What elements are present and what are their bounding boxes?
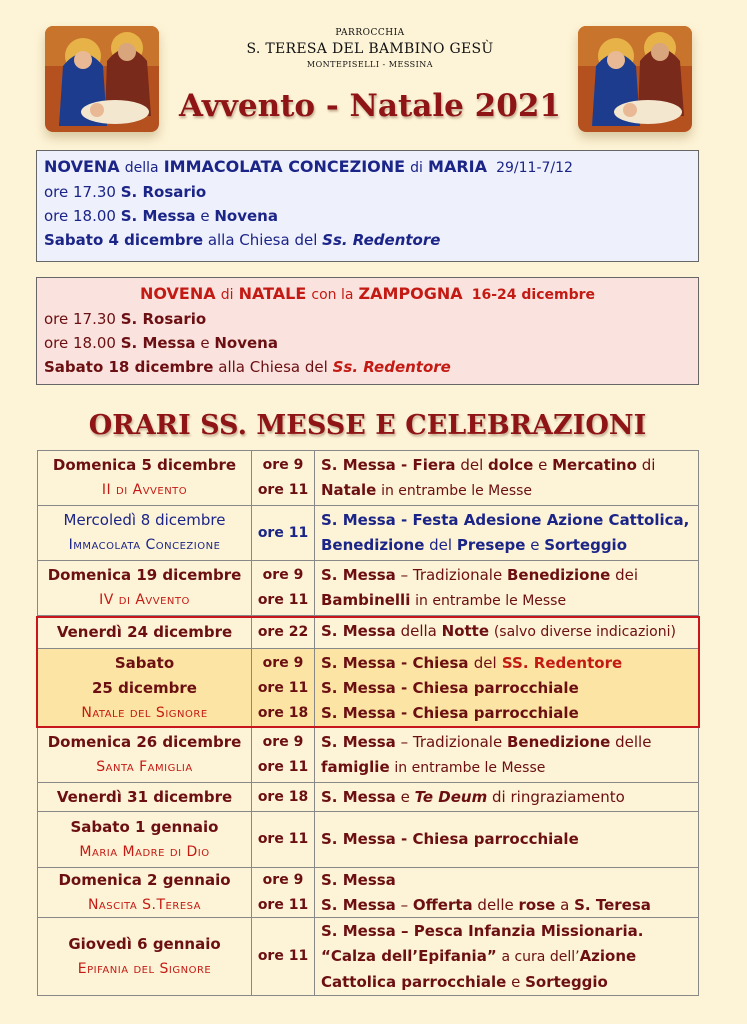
text: (salvo diverse indicazioni) <box>493 624 676 640</box>
text: del <box>460 455 484 474</box>
text: del <box>429 536 453 554</box>
date: Domenica 26 dicembre <box>47 733 242 751</box>
event: S. Rosario <box>120 310 207 328</box>
text: delle <box>615 732 652 751</box>
text: Natale <box>321 480 377 499</box>
date-cell <box>38 918 252 995</box>
text: famiglie <box>321 757 390 776</box>
table-row <box>37 450 699 506</box>
description-cell <box>315 451 698 505</box>
text: S. Teresa <box>574 895 651 914</box>
time: ore 11 <box>257 948 309 964</box>
text: a <box>560 895 570 914</box>
date: Sabato 4 dicembre <box>44 231 204 249</box>
time-cell <box>252 506 315 560</box>
table-row <box>37 918 699 996</box>
time: ore 9 <box>262 567 304 583</box>
novena-line <box>44 307 691 331</box>
text: e <box>511 972 521 991</box>
parish-header <box>170 28 570 69</box>
text: Azione <box>579 946 637 965</box>
description-line <box>321 563 698 588</box>
text: Sorteggio <box>525 972 608 991</box>
connector: della <box>124 160 159 176</box>
text: S. Messa <box>321 622 396 640</box>
description-line <box>321 533 698 558</box>
description-line <box>321 755 698 781</box>
feast: II di Avvento <box>101 482 188 498</box>
text: “Calza dell’Epifania” <box>321 946 497 965</box>
novena-line <box>44 204 691 228</box>
holy-family-icon <box>578 26 692 132</box>
time: ore 18.00 <box>44 207 116 225</box>
text: S. Messa <box>321 565 396 584</box>
text: – Tradizionale <box>400 565 503 584</box>
text: Benedizione <box>506 732 611 751</box>
text: e <box>538 455 548 474</box>
connector: di <box>410 160 423 176</box>
description-line <box>321 478 698 504</box>
time: ore 18 <box>257 704 309 721</box>
feast: Maria Madre di Dio <box>79 843 210 860</box>
date: Sabato 18 dicembre <box>44 358 214 376</box>
text: Notte <box>441 622 490 640</box>
text: S. Messa <box>321 895 396 914</box>
description-line <box>321 970 698 995</box>
table-row <box>37 868 699 918</box>
text: SS. Redentore <box>501 653 623 672</box>
text: S. Messa <box>321 787 396 806</box>
date: Venerdì 31 dicembre <box>56 787 233 806</box>
text: Presepe <box>456 536 526 554</box>
text: in entrambe le Messe <box>415 592 567 609</box>
parish-location: MONTEPISELLI - MESSINA <box>306 60 434 69</box>
feast: Immacolata Concezione <box>68 537 221 553</box>
text: rose <box>518 895 556 914</box>
text: S. Messa - Chiesa <box>321 653 469 672</box>
text: di <box>641 455 656 474</box>
time: ore 18 <box>257 788 309 805</box>
event: S. Messa <box>120 334 196 352</box>
page-title: Avvento - Natale 2021 <box>179 88 561 124</box>
time: ore 9 <box>262 654 304 671</box>
text: Sorteggio <box>544 536 628 554</box>
description-line <box>321 651 698 676</box>
text: Te Deum <box>414 787 488 806</box>
table-row <box>37 783 699 812</box>
novena-natale-box <box>36 277 699 385</box>
feast: Santa Famiglia <box>96 759 193 775</box>
novena-word: NOVENA <box>44 157 120 176</box>
event: S. Messa <box>120 207 196 225</box>
time: ore 9 <box>262 734 304 750</box>
event: Novena <box>214 334 278 352</box>
description-line <box>321 893 698 918</box>
description-line <box>321 588 698 614</box>
novena-immacolata-heading <box>44 155 691 180</box>
connector: e <box>200 334 210 352</box>
text: della <box>400 622 437 640</box>
date-cell <box>38 868 252 917</box>
text: S. Messa <box>321 732 396 751</box>
time-cell <box>252 868 315 917</box>
text: in entrambe le Messe <box>381 482 533 499</box>
parish-name: S. TERESA DEL BAMBINO GESÙ <box>246 41 494 57</box>
date: Sabato 1 gennaio <box>70 817 219 836</box>
time: ore 9 <box>262 457 304 473</box>
time: ore 11 <box>257 831 309 847</box>
description-cell <box>315 812 698 867</box>
date: Domenica 19 dicembre <box>47 566 242 584</box>
feast: Natale del Signore <box>81 704 208 721</box>
time: ore 17.30 <box>44 310 116 328</box>
date-cell <box>38 812 252 867</box>
event: Novena <box>214 207 278 225</box>
date: Sabato <box>114 653 175 672</box>
text: dei <box>615 565 639 584</box>
time: ore 11 <box>257 482 309 498</box>
date-cell <box>38 783 252 811</box>
description-line <box>321 453 698 478</box>
time: ore 11 <box>257 592 309 608</box>
text: Mercatino <box>552 455 637 474</box>
time-cell <box>252 728 315 782</box>
description-cell <box>315 728 698 782</box>
novena-line <box>44 331 691 355</box>
date-cell <box>38 506 252 560</box>
table-row <box>37 616 699 649</box>
time-cell <box>252 616 315 648</box>
parish-label: PARROCCHIA <box>335 28 405 38</box>
time: ore 17.30 <box>44 183 116 201</box>
novena-dates: 16-24 dicembre <box>471 287 596 303</box>
date: Giovedì 6 gennaio <box>68 934 221 953</box>
connector: alla Chiesa del <box>218 358 328 376</box>
text: Bambinelli <box>321 590 411 609</box>
time: ore 11 <box>257 524 309 541</box>
time-cell <box>252 451 315 505</box>
table-row <box>37 561 699 616</box>
description-line: S. Messa <box>321 870 396 889</box>
description-cell <box>315 783 698 811</box>
date-cell <box>38 728 252 782</box>
time: ore 18.00 <box>44 334 116 352</box>
date: 25 dicembre <box>92 678 197 697</box>
text: di ringraziamento <box>492 787 625 806</box>
description-cell <box>315 561 698 615</box>
date-cell <box>38 616 252 648</box>
table-row <box>37 649 699 728</box>
date: Domenica 2 gennaio <box>58 870 231 889</box>
description-line <box>321 944 698 970</box>
text: Offerta <box>412 895 473 914</box>
time-cell <box>252 561 315 615</box>
description-line <box>321 730 698 755</box>
novena-dates: 29/11-7/12 <box>496 160 573 176</box>
table-row <box>37 728 699 783</box>
natale-word: NATALE <box>238 284 307 303</box>
time-cell <box>252 812 315 867</box>
time-cell <box>252 649 315 727</box>
feast: Nascita S.Teresa <box>87 896 202 913</box>
description-line: S. Messa - Chiesa parrocchiale <box>321 703 579 722</box>
zampogna-word: ZAMPOGNA <box>358 284 463 303</box>
event: S. Rosario <box>120 183 207 201</box>
connector: e <box>200 207 210 225</box>
date: Domenica 5 dicembre <box>52 456 237 474</box>
schedule-title: ORARI SS. MESSE E CELEBRAZIONI <box>88 410 647 441</box>
table-row <box>37 812 699 868</box>
text: dolce <box>488 455 534 474</box>
description-cell <box>315 616 698 648</box>
description-cell <box>315 649 698 727</box>
text: Benedizione <box>506 565 611 584</box>
text: in entrambe le Messe <box>394 759 546 776</box>
church: Ss. Redentore <box>322 231 441 249</box>
text: Cattolica parrocchiale <box>321 972 507 991</box>
time-cell <box>252 918 315 995</box>
text: – Tradizionale <box>400 732 503 751</box>
text: del <box>473 653 497 672</box>
connector: alla Chiesa del <box>207 231 318 249</box>
novena-line <box>44 228 691 252</box>
novena-line <box>44 180 691 204</box>
table-row <box>37 506 699 561</box>
text: Benedizione <box>321 536 425 554</box>
text: a cura dell’ <box>501 948 580 965</box>
text: S. Messa - Fiera <box>321 455 456 474</box>
description-cell <box>315 868 698 917</box>
description-cell <box>315 918 698 995</box>
date-cell <box>38 649 252 727</box>
novena-immacolata-box <box>36 150 699 262</box>
date: Mercoledì 8 dicembre <box>63 511 226 529</box>
time-cell <box>252 783 315 811</box>
novena-word: NOVENA <box>139 284 216 303</box>
date-cell <box>38 451 252 505</box>
description-line <box>321 619 698 645</box>
novena-line <box>44 355 691 379</box>
time: ore 11 <box>257 759 309 775</box>
time: ore 11 <box>257 896 309 913</box>
time: ore 11 <box>257 679 309 696</box>
text: e <box>530 536 540 554</box>
date: Venerdì 24 dicembre <box>56 622 233 641</box>
immacolata-word: IMMACOLATA CONCEZIONE <box>163 157 406 176</box>
description-line: S. Messa – Pesca Infanzia Missionaria. <box>321 921 644 940</box>
description-line: S. Messa - Chiesa parrocchiale <box>321 830 579 848</box>
time: ore 22 <box>257 623 309 640</box>
text: delle <box>477 895 514 914</box>
description-cell <box>315 506 698 560</box>
maria-word: MARIA <box>428 157 488 176</box>
connector: di <box>220 287 234 303</box>
description-line: S. Messa - Festa Adesione Azione Cattolica, <box>321 511 690 529</box>
connector: con la <box>311 287 354 303</box>
description-line <box>321 785 698 810</box>
feast: Epifania del Signore <box>77 960 212 977</box>
description-line: S. Messa - Chiesa parrocchiale <box>321 678 579 697</box>
holy-family-icon <box>45 26 159 132</box>
text: e <box>400 787 410 806</box>
text: – <box>400 895 409 914</box>
feast: IV di Avvento <box>99 592 190 608</box>
church: Ss. Redentore <box>332 358 451 376</box>
time: ore 9 <box>262 871 304 888</box>
date-cell <box>38 561 252 615</box>
novena-natale-heading <box>44 282 691 307</box>
